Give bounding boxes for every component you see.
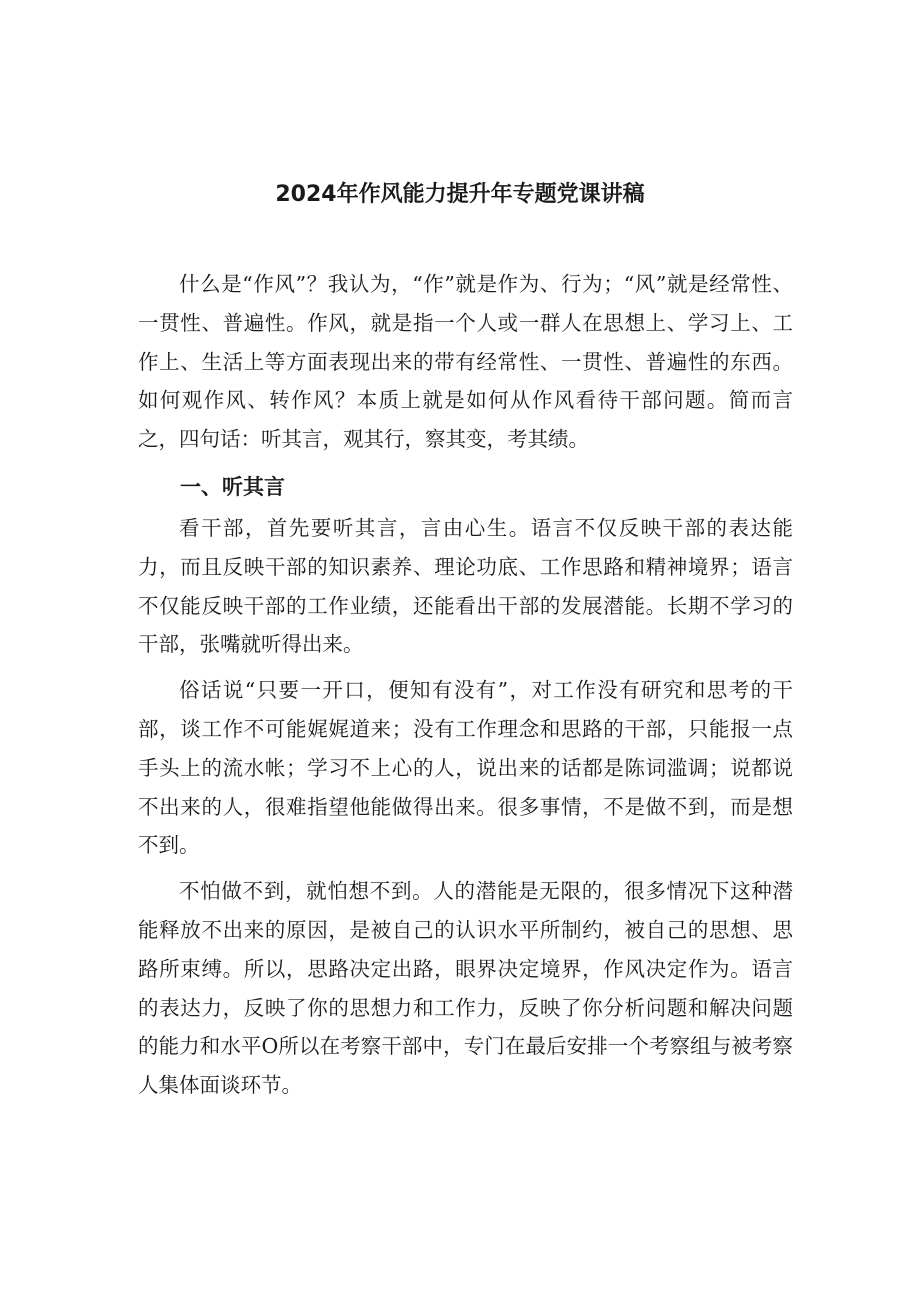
document-body — [138, 265, 793, 1105]
document-title: 2024年作风能力提升年专题党课讲稿 — [275, 182, 645, 207]
section-heading-1: 一、听其言 — [180, 474, 285, 499]
section-1-paragraph-3: 不怕做不到，就怕想不到。人的潜能是无限的，很多情况下这种潜能释放不出来的原因，是被自己的认识水平所制约，被自己的思想、思路所束缚。所以，思路决定出路，眼界决定境界，作风决定作为。语言的表达力，反映了你的思想力和工作力，反映了你分析问题和解决问题的能力和水平O所以在考察干部中，专门在最后安排一个考察组与被考察人集体面谈环节。 — [138, 879, 793, 1098]
section-1-paragraph-2: 俗话说“只要一开口，便知有没有”，对工作没有研究和思考的干部，谈工作不可能娓娓道来；没有工作理念和思路的干部，只能报一点手头上的流水帐；学习不上心的人，说出来的话都是陈词滥调；说都说不出来的人，很难指望他能做得出来。很多事情，不是做不到，而是想不到。 — [138, 678, 793, 858]
section-1-paragraph-1: 看干部，首先要听其言，言由心生。语言不仅反映干部的表达能力，而且反映干部的知识素养、理论功底、工作思路和精神境界；语言不仅能反映干部的工作业绩，还能看出干部的发展潜能。长期不学习的干部，张嘴就听得出来。 — [138, 515, 793, 657]
intro-paragraph: 什么是“作风”？我认为，“作”就是作为、行为；“风”就是经常性、一贯性、普遍性。作风，就是指一个人或一群人在思想上、学习上、工作上、生活上等方面表现出来的带有经常性、一贯性、普遍性的东西。如何观作风、转作风？本质上就是如何从作风看待干部问题。简而言之，四句话：听其言，观其行，察其变，考其绩。 — [138, 272, 793, 452]
